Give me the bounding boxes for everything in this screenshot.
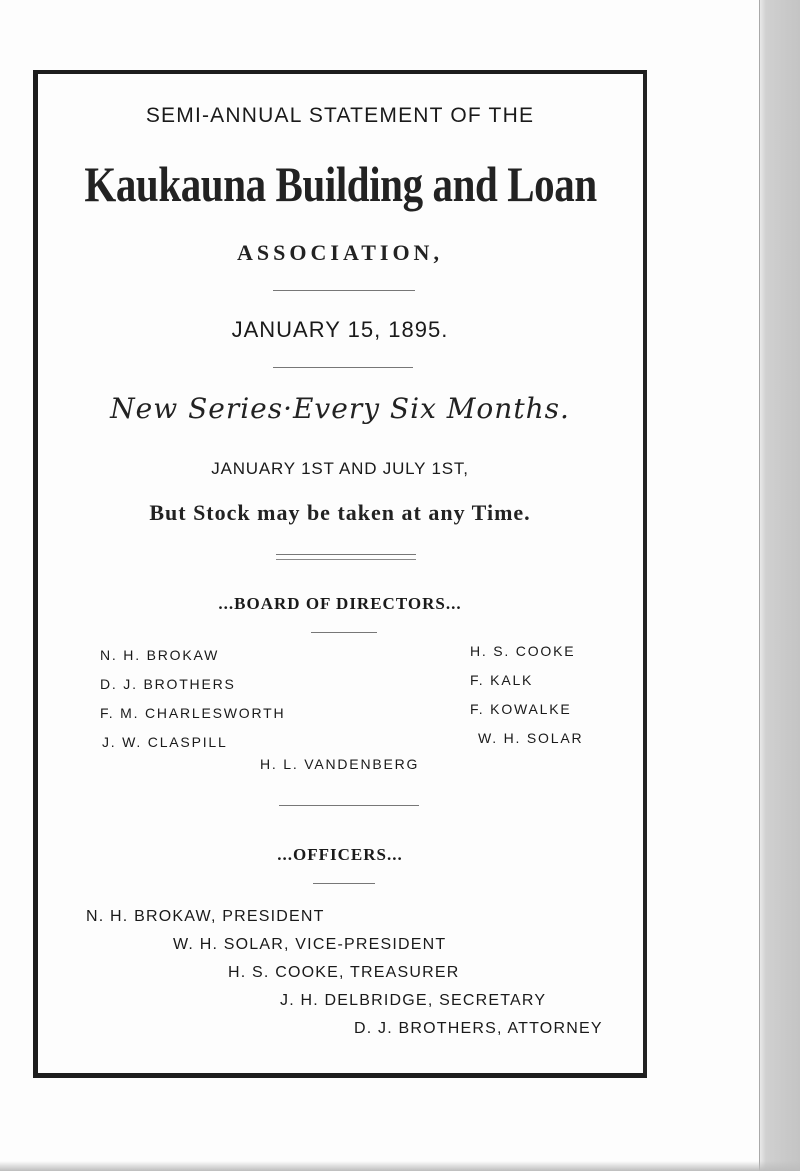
series-heading: New Series·Every Six Months.: [110, 392, 570, 425]
divider: [279, 805, 419, 806]
statement-heading: SEMI-ANNUAL STATEMENT OF THE: [145, 104, 535, 127]
officer-role: VICE-PRESIDENT: [295, 936, 447, 953]
officer-line: J. H. DELBRIDGE, SECRETARY: [280, 992, 547, 1009]
series-dates: JANUARY 1ST AND JULY 1ST,: [211, 459, 469, 478]
page-border-frame: [33, 70, 647, 1078]
officer-role: TREASURER: [350, 964, 460, 981]
officer-role: SECRETARY: [439, 992, 547, 1009]
director-name: F. KALK: [470, 672, 534, 688]
officer-name: W. H. SOLAR: [173, 936, 284, 953]
page-edge: [759, 0, 800, 1171]
officer-line: D. J. BROTHERS, ATTORNEY: [354, 1020, 603, 1037]
board-heading: ...BOARD OF DIRECTORS...: [218, 594, 462, 613]
officer-line: H. S. COOKE, TREASURER: [228, 964, 460, 981]
director-name: J. W. CLASPILL: [102, 734, 228, 750]
stock-note: But Stock may be taken at any Time.: [149, 500, 531, 525]
officer-line: N. H. BROKAW, PRESIDENT: [86, 908, 325, 925]
divider: [313, 883, 375, 884]
officer-role: ATTORNEY: [507, 1020, 603, 1037]
director-name: H. S. COOKE: [470, 643, 576, 659]
association-subtitle: ASSOCIATION,: [237, 240, 443, 265]
page-shadow: [0, 1161, 800, 1171]
divider: [276, 554, 416, 555]
divider: [273, 290, 415, 291]
officer-name: N. H. BROKAW: [86, 908, 211, 925]
director-name: H. L. VANDENBERG: [260, 756, 420, 772]
director-name: N. H. BROKAW: [100, 647, 220, 663]
director-name: D. J. BROTHERS: [100, 676, 236, 692]
officer-role: PRESIDENT: [222, 908, 325, 925]
divider: [273, 367, 413, 368]
association-title: Kaukauna Building and Loan: [84, 156, 597, 212]
director-name: F. M. CHARLESWORTH: [100, 705, 286, 721]
director-name: F. KOWALKE: [470, 701, 572, 717]
director-name: W. H. SOLAR: [478, 730, 584, 746]
divider: [311, 632, 377, 633]
officer-name: D. J. BROTHERS: [354, 1020, 498, 1037]
officer-name: H. S. COOKE: [228, 964, 339, 981]
officer-name: J. H. DELBRIDGE: [280, 992, 428, 1009]
divider: [276, 559, 416, 560]
officer-line: W. H. SOLAR, VICE-PRESIDENT: [173, 936, 447, 953]
statement-date: JANUARY 15, 1895.: [231, 317, 449, 342]
officers-heading: ...OFFICERS...: [277, 845, 403, 864]
